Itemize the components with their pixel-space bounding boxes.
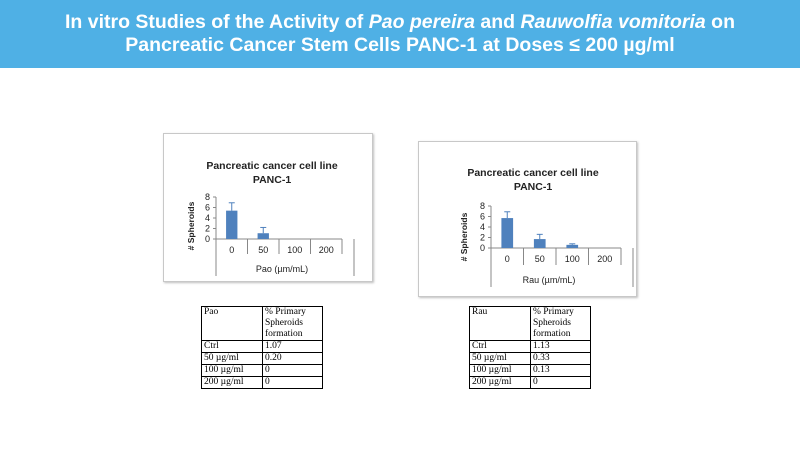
table-header-row [202,307,323,341]
title-text: In vitro Studies of the Activity of [65,11,369,33]
x-axis-label: Rau (µm/mL) [522,275,576,285]
table-cell: 0.13 [531,365,591,377]
x-tick-label: 50 [258,245,269,255]
chart-title: Pancreatic cancer cell line [206,160,338,172]
y-tick-label: 8 [204,192,210,202]
table-header-cell: % Primary Spheroids formation [263,307,323,341]
pao-chart [163,133,373,282]
table-cell: 200 µg/ml [202,377,263,389]
slide-title-banner [0,0,800,68]
table-cell: 1.07 [263,341,323,353]
y-tick-label: 0 [479,243,485,253]
y-tick-label: 4 [204,213,210,223]
y-tick-label: 6 [479,211,485,222]
x-tick-label: 0 [504,254,510,264]
x-tick-label: 100 [564,254,580,264]
pao-table [201,306,323,389]
y-tick-label: 6 [204,202,210,213]
x-axis-label: Pao (µm/mL) [255,264,309,274]
chart-subtitle: PANC-1 [513,181,553,193]
table-row [470,353,591,365]
table-row [202,365,323,377]
table-header-cell: % Primary Spheroids formation [531,307,591,341]
pao-chart-svg [164,134,372,281]
table-cell: 100 µg/ml [202,365,263,377]
table-cell: 0 [263,377,323,389]
table-cell: 0.20 [263,353,323,365]
x-tick-label: 0 [229,245,235,255]
table-cell: Ctrl [470,341,531,353]
rau-chart-svg [419,142,636,296]
table-row [202,353,323,365]
y-tick-label: 2 [204,223,210,234]
table-cell: 0 [531,377,591,389]
x-tick-label: 200 [597,254,613,264]
table-cell: 0.33 [531,353,591,365]
bar [501,218,513,248]
table-cell: 1.13 [531,341,591,353]
table-row [470,341,591,353]
y-axis-label: # Spheroids [186,201,196,251]
table-cell: 50 µg/ml [470,353,531,365]
table-header-row [470,307,591,341]
x-tick-label: 200 [318,245,334,255]
y-tick-label: 2 [479,232,485,243]
chart-title: Pancreatic cancer cell line [467,167,599,179]
table-header-cell: Rau [470,307,531,341]
title-text: on [705,11,735,33]
table-cell: 200 µg/ml [470,377,531,389]
table-row [470,377,591,389]
title-species-rau: Rauwolfia vomitoria [520,11,706,33]
slide-title-line1 [0,11,800,34]
bar [226,211,237,239]
bar [534,239,546,248]
table-cell: 50 µg/ml [202,353,263,365]
y-axis-label: # Spheroids [459,212,469,262]
x-tick-label: 50 [534,254,545,264]
x-tick-label: 100 [287,245,303,255]
y-tick-label: 0 [204,234,210,244]
y-tick-label: 4 [479,222,485,232]
slide-title-line2: Pancreatic Cancer Stem Cells PANC-1 at Doses ≤ 200 µg/ml [125,34,675,56]
table-row [202,341,323,353]
table-cell: 0 [263,365,323,377]
bar [566,245,578,248]
title-text: and [474,11,521,33]
table-header-cell: Pao [202,307,263,341]
table-row [202,377,323,389]
table-row [470,365,591,377]
y-tick-label: 8 [479,201,485,211]
table-cell: Ctrl [202,341,263,353]
bar [258,233,269,239]
rau-chart [418,141,637,297]
chart-subtitle: PANC-1 [252,174,292,186]
table-cell: 100 µg/ml [470,365,531,377]
title-species-pao: Pao pereira [368,11,475,33]
rau-table [469,306,591,389]
